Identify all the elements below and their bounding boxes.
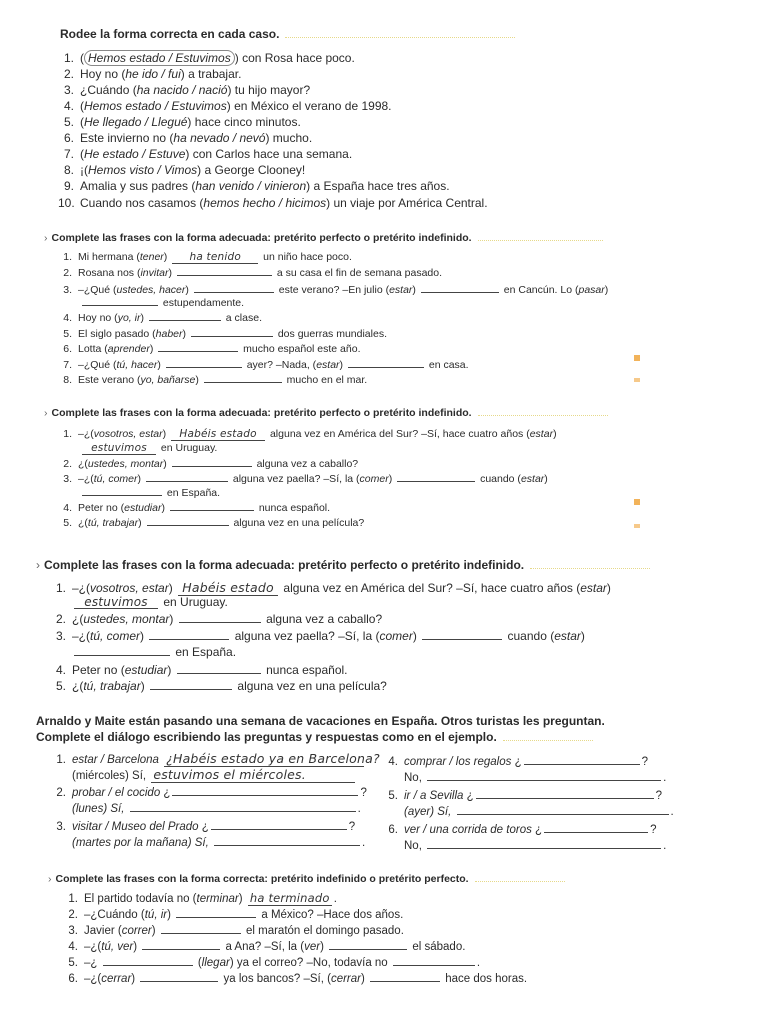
margin-marker [634,524,640,528]
dialogue-question: 3. visitar / Museo del Prado ¿ ? [56,821,356,833]
dialogue-question: 4. comprar / los regalos ¿ ? [388,756,649,768]
list-item: 5. ¿(tú, trabajar) alguna vez en una película? [63,517,365,529]
margin-marker [634,378,640,382]
answer-blank[interactable] [214,844,360,846]
list-item-continued: estuvimos en Uruguay. [80,443,217,455]
answer-blank[interactable] [142,948,220,950]
answer-blank[interactable] [74,654,170,656]
item-text: con Rosa hace poco. [238,51,355,65]
list-item: 1. –¿(vosotros, estar) Habéis estado alguna vez en América del Sur? –Sí, hace cuatro años (estar) [55,580,611,595]
answer-field[interactable]: ¿Habéis estado ya en Barcelona? [166,751,380,766]
answer-blank[interactable] [172,794,358,796]
item-text: ) tu hijo mayor? [227,83,311,97]
answer-blank[interactable] [476,797,654,799]
list-item-continued: en España. [80,488,220,499]
list-item: 2. Rosana nos (invitar) a su casa el fin de semana pasado. [63,267,443,279]
section2-title: › Complete las frases con la forma adecuada: pretérito perfecto o pretérito indefinido. [44,232,603,244]
list-item: 3. –¿(tú, comer) alguna vez paella? –Sí, la (comer) cuando (estar) [55,629,585,643]
item-text: ) a España hace tres años. [306,179,450,193]
dialogue-question: 5. ir / a Sevilla ¿ ? [388,790,663,802]
answer-blank[interactable] [149,638,229,640]
answer-field[interactable]: ha terminado [248,893,332,906]
item-text: Este invierno no ( [80,131,174,145]
choice-options[interactable]: Hemos estado / Estuvimos [84,99,227,113]
dialogue-answer: (lunes) Sí, . [72,803,361,815]
choice-options[interactable]: hemos hecho / hicimos [203,196,327,210]
answer-blank[interactable] [170,509,254,511]
answer-blank[interactable] [421,291,499,293]
dialogue-answer: No, . [404,772,667,784]
item-text: ( [80,147,84,161]
choice-options[interactable]: he ido / fui [125,67,181,81]
answer-blank[interactable] [544,831,648,833]
item-number: 2. [63,67,74,81]
answer-blank[interactable] [427,779,661,781]
item-text: ) un viaje por América Central. [326,196,488,210]
choice-options[interactable]: He estado / Estuve [84,147,186,161]
answer-blank[interactable] [457,813,669,815]
answer-field[interactable]: Habéis estado [171,429,265,441]
list-item [58,68,241,80]
item-text: Amalia y sus padres ( [80,179,196,193]
list-item [58,100,392,112]
list-item: 2. –¿Cuándo (tú, ir) a México? –Hace dos años. [68,909,404,921]
answer-blank[interactable] [179,621,261,623]
list-item: 6. Lotta (aprender) mucho español este año. [63,343,361,355]
item-number: 7. [63,147,74,161]
item-number: 3. [63,83,74,97]
answer-blank[interactable] [172,465,252,467]
list-item: 7. –¿Qué (tú, hacer) ayer? –Nada, (estar) en casa. [63,359,469,371]
choice-options[interactable]: ha nacido / nació [136,83,228,97]
list-item-continued: estupendamente. [80,298,244,309]
list-item [58,116,301,128]
margin-marker [634,355,640,361]
list-item [58,180,450,192]
list-item: 8. Este verano (yo, bañarse) mucho en el mar. [63,374,368,386]
answer-blank[interactable] [524,763,640,765]
list-item: 2. ¿(ustedes, montar) alguna vez a caballo? [63,458,359,470]
list-item-continued: estuvimos en Uruguay. [72,596,228,609]
dialogue-answer: No, . [404,840,667,852]
choice-options[interactable]: Hemos visto / Vimos [88,163,198,177]
section1-title: Rodee la forma correcta en cada caso. [60,27,515,41]
item-text: Hoy no ( [80,67,126,81]
answer-blank[interactable] [147,524,229,526]
choice-options[interactable]: ha nevado / nevó [173,131,266,145]
answer-field[interactable]: estuvimos el miércoles. [151,769,355,783]
item-number: 8. [63,163,74,177]
item-text: ) hace cinco minutos. [187,115,301,129]
list-item: 2. ¿(ustedes, montar) alguna vez a caballo? [55,612,383,626]
answer-field[interactable]: estuvimos [74,596,158,609]
list-item: 1. –¿(vosotros, estar) Habéis estado alguna vez en América del Sur? –Sí, hace cuatro años (estar) [63,428,557,440]
answer-blank[interactable] [191,335,273,337]
dialogue-answer: (ayer) Sí, . [404,806,674,818]
item-number: 5. [63,115,74,129]
list-item: 5. El siglo pasado (haber) dos guerras mundiales. [63,328,387,340]
item-text: ( [80,115,84,129]
list-item: 3. –¿(tú, comer) alguna vez paella? –Sí, la (comer) cuando (estar) [63,473,548,485]
answer-field[interactable]: ha tenido [172,252,258,264]
dialogue-question: 2. probar / el cocido ¿ ? [56,787,367,799]
answer-blank[interactable] [140,980,218,982]
answer-blank[interactable] [158,350,238,352]
choice-options[interactable]: Hemos estado / Estuvimos [84,50,235,66]
dialogue-question: 6. ver / una corrida de toros ¿ ? [388,824,657,836]
answer-field[interactable]: Habéis estado [178,582,278,596]
section4-title: › Complete las frases con la forma adecuada: pretérito perfecto o pretérito indefinido. [36,558,650,572]
list-item-continued: en España. [72,646,236,658]
item-number: 9. [63,179,74,193]
list-item: 1. El partido todavía no (terminar) ha terminado . [68,891,337,905]
answer-blank[interactable] [348,366,424,368]
item-text: ) a George Clooney! [197,163,306,177]
item-number: 4. [63,99,74,113]
list-item: 5. –¿ (llegar) ya el correo? –No, todavía no . [68,957,481,969]
item-text: ) mucho. [265,131,313,145]
list-item: 4. Hoy no (yo, ir) a clase. [63,312,262,324]
item-text: ¡( [80,163,88,177]
list-item: 4. Peter no (estudiar) nunca español. [55,663,348,677]
answer-blank[interactable] [370,980,440,982]
answer-field[interactable]: estuvimos [82,443,156,455]
item-text: Cuando nos casamos ( [80,196,204,210]
list-item [58,197,488,209]
answer-blank[interactable] [393,964,475,966]
dialogue-answer: (martes por la mañana) Sí, . [72,837,366,849]
list-item: 6. –¿(cerrar) ya los bancos? –Sí, (cerrar) hace dos horas. [68,973,528,985]
answer-blank[interactable] [329,948,407,950]
section3-title: › Complete las frases con la forma adecuada: pretérito perfecto o pretérito indefinido. [44,407,608,419]
item-text: ) en México el verano de 1998. [226,99,392,113]
answer-blank[interactable] [166,366,242,368]
section5-subtitle: Complete el diálogo escribiendo las preguntas y respuestas como en el ejemplo. [36,730,593,744]
list-item: 1. Mi hermana (tener) ha tenido un niño hace poco. [63,251,352,263]
section6-title: › Complete las frases con la forma correcta: pretérito indefinido o pretérito perfecto. [48,873,565,885]
answer-blank[interactable] [150,688,232,690]
answer-blank[interactable] [177,672,261,674]
item-number: 6. [63,131,74,145]
choice-options[interactable]: He llegado / Llegué [84,115,188,129]
item-text: ) a trabajar. [180,67,242,81]
answer-blank[interactable] [397,480,475,482]
answer-blank[interactable] [422,638,502,640]
answer-blank[interactable] [176,916,256,918]
list-item: 3. –¿Qué (ustedes, hacer) este verano? –En julio (estar) en Cancún. Lo (pasar) [63,284,609,296]
list-item: 3. Javier (correr) el maratón el domingo pasado. [68,925,404,937]
margin-marker [634,499,640,505]
dialogue-answer: (miércoles) Sí, estuvimos el miércoles. [72,769,357,783]
answer-blank[interactable] [103,964,193,966]
answer-blank[interactable] [146,480,228,482]
item-text: ¿Cuándo ( [80,83,137,97]
item-number: 10. [58,196,75,210]
answer-blank[interactable] [161,932,241,934]
list-item [58,148,352,160]
item-text: ( [80,99,84,113]
choice-options[interactable]: han venido / vinieron [195,179,307,193]
item-number: 1. [63,51,74,65]
answer-blank[interactable] [194,291,274,293]
list-item: 5. ¿(tú, trabajar) alguna vez en una película? [55,679,387,693]
answer-blank[interactable] [130,810,356,812]
section5-title: Arnaldo y Maite están pasando una semana de vacaciones en España. Otros turistas les preguntan. [36,714,605,728]
list-item: 1. ( Hemos estado / Estuvimos ) con Rosa hace poco. [58,52,355,64]
list-item: 4. –¿(tú, ver) a Ana? –Sí, la (ver) el sábado. [68,941,466,953]
answer-blank[interactable] [211,828,347,830]
list-item [58,84,310,96]
answer-blank[interactable] [82,304,158,306]
item-text: ) con Carlos hace una semana. [185,147,353,161]
list-item [58,164,305,176]
answer-blank[interactable] [149,319,221,321]
list-item [58,132,312,144]
dialogue-question: 1. estar / Barcelona ¿Habéis estado ya en Barcelona? [56,751,380,766]
list-item: 4. Peter no (estudiar) nunca español. [63,502,331,514]
answer-blank[interactable] [427,847,661,849]
answer-blank[interactable] [177,274,272,276]
answer-blank[interactable] [204,381,282,383]
answer-blank[interactable] [82,494,162,496]
